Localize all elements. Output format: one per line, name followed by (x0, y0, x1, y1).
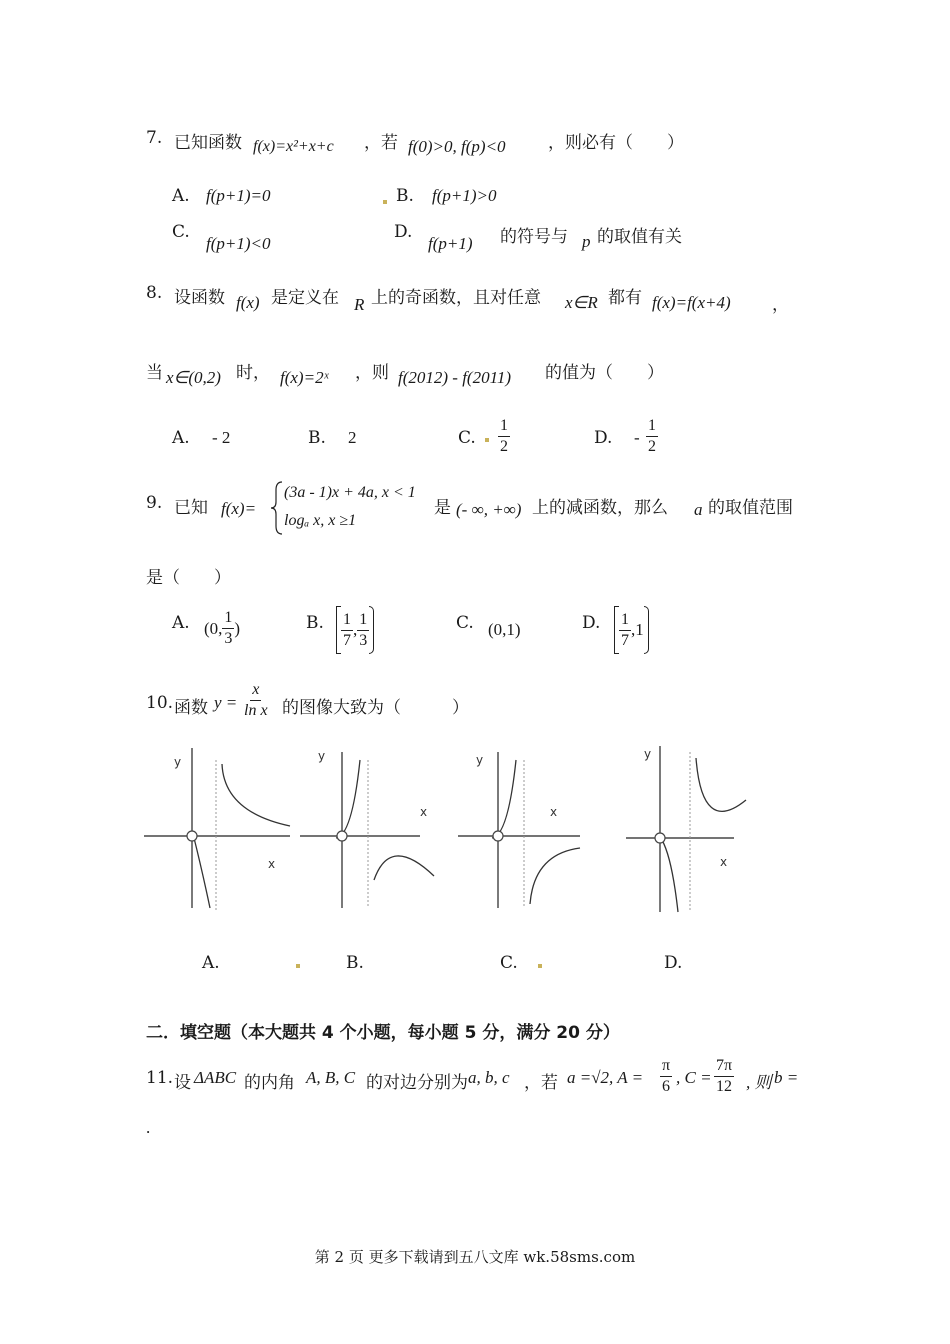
q9-text1: 已知 (174, 498, 208, 518)
q9-option-d (614, 606, 649, 654)
q9-option-a-num: 1 (222, 608, 234, 629)
q9-option-a-den: 3 (224, 630, 233, 647)
x-label: x (420, 805, 428, 819)
q9-option-b-num1: 1 (341, 610, 353, 631)
q7-option-c-label: C. (172, 222, 190, 242)
section-2-title: 二．填空题（本大题共 4 个小题，每小题 5 分，满分 20 分） (146, 1023, 620, 1043)
q8-option-c-den: 2 (500, 438, 508, 455)
q8-option-b-label: B. (308, 428, 326, 448)
q11-end: . (146, 1118, 151, 1137)
graph-d (622, 740, 757, 920)
right-paren (369, 606, 374, 654)
q11-A-den: 6 (662, 1078, 671, 1095)
curve-left (336, 760, 360, 838)
q9-option-a (204, 608, 240, 649)
q9-case2: logₐ x, x ≥1 (284, 512, 357, 529)
curve-right (222, 764, 290, 826)
q8-option-d-num: 1 (646, 416, 658, 437)
y-label: y (318, 749, 326, 763)
q8-x-in-R: x∈R (565, 293, 598, 312)
q7-option-a-label: A. (172, 186, 190, 206)
q9-option-b: $\frac{1}{7}$ , $\frac{1}{3}$ (336, 606, 374, 654)
q7-number: 7. (146, 128, 163, 148)
q8-interval: x∈(0,2) (166, 368, 221, 387)
q10-fraction (244, 680, 268, 721)
q9-domain: (- ∞, +∞) (456, 500, 522, 519)
q11-text1: 设 (174, 1073, 191, 1093)
hole-at-origin (493, 831, 503, 841)
q7-condition: f(0)>0, f(p)<0 (408, 137, 506, 156)
q9-text2: 是 (434, 498, 451, 518)
q11-triangle: ΔABC (194, 1068, 237, 1087)
q8-fx: f(x) (236, 293, 260, 312)
q8-number: 8. (146, 283, 163, 303)
q9-option-b-label: B. (306, 613, 324, 633)
q11-A-num: π (660, 1056, 672, 1077)
q7-option-d-tail1: 的符号与 (500, 227, 568, 247)
q11-C-den: 12 (716, 1078, 733, 1095)
q8-expression: f(2012) - f(2011) (398, 368, 511, 387)
q8-text4: 都有 (608, 288, 642, 308)
decorative-dot (538, 964, 542, 968)
graph-b (296, 740, 441, 915)
q11-angles: A, B, C (306, 1068, 356, 1087)
page-footer: 第 2 页 更多下载请到五八文库 wk.58sms.com (314, 1248, 636, 1266)
q7-intro: 已知函数 (174, 133, 242, 153)
q9-option-a-post: ) (234, 618, 241, 638)
curve-right (696, 758, 746, 811)
q7-option-d: f(p+1) (428, 234, 473, 253)
q8-option-a-label: A. (172, 428, 190, 448)
y-label: y (644, 747, 652, 761)
x-label: x (550, 805, 558, 819)
q8-text8: ，则 (355, 363, 389, 383)
curve-right (374, 856, 434, 880)
q9-number: 9. (146, 493, 163, 513)
q11-C-num: 7π (714, 1056, 734, 1077)
graph-b-label: B. (346, 953, 364, 973)
q9-option-b-den1: 7 (343, 631, 351, 649)
q8-option-c-num: 1 (498, 416, 510, 437)
q10-frac-den: ln x (244, 702, 268, 719)
q8-option-c (498, 416, 510, 457)
decorative-dot (485, 438, 489, 442)
q10-y: y = (214, 693, 238, 712)
q9-text4: 的取值范围 (708, 498, 793, 518)
q10-text2: 的图像大致为（ ） (282, 698, 469, 718)
q7-cond-pre: ，若 (364, 133, 398, 153)
q8-R: R (354, 295, 365, 314)
q9-option-d-num: 1 (619, 610, 631, 631)
q8-text1: 设函数 (174, 288, 225, 308)
q7-option-d-var: p (582, 232, 591, 251)
curve-right (530, 848, 580, 904)
q9-option-b-num2: 1 (357, 610, 369, 631)
q11-text4: ，若 (524, 1073, 558, 1093)
q9-option-c-label: C. (456, 613, 474, 633)
q8-text2: 是定义在 (271, 288, 339, 308)
q7-cond-post: ，则必有（ ） (548, 133, 684, 153)
q11-C-value (714, 1056, 734, 1097)
right-paren (644, 606, 649, 654)
q9-option-c: (0,1) (488, 620, 521, 639)
q7-option-c: f(p+1)<0 (206, 234, 271, 253)
q10-number: 10. (146, 693, 174, 713)
q9-option-b-den2: 3 (359, 631, 368, 649)
graph-a (140, 740, 295, 915)
q10-text1: 函数 (174, 698, 208, 718)
q8-text6: 当 (146, 363, 163, 383)
q11-a-eq: a =√2, A = (567, 1068, 644, 1087)
q8-periodicity: f(x)=f(x+4) (652, 293, 731, 312)
graph-c-label: C. (500, 953, 518, 973)
graph-c (454, 740, 589, 915)
q9-fx: f(x)= (221, 499, 257, 518)
q11-sides: a, b, c (468, 1068, 510, 1087)
q7-option-d-tail2: 的取值有关 (597, 227, 682, 247)
q8-option-d (646, 416, 658, 457)
q9-option-a-label: A. (172, 613, 190, 633)
q10-frac-num: x (250, 680, 261, 701)
q9-option-d-den: 7 (621, 631, 629, 649)
q9-option-a-pre: (0, (204, 618, 223, 638)
q11-A-value (660, 1056, 672, 1097)
q8-text5: ， (772, 295, 789, 315)
q11-text2: 的内角 (244, 1073, 295, 1093)
q9-text3: 上的减函数，那么 (532, 498, 668, 518)
x-label: x (720, 855, 728, 869)
q9-brace (270, 480, 284, 536)
q8-option-d-sign: - (634, 428, 640, 447)
q7-option-b: f(p+1)>0 (432, 186, 497, 205)
curve-left (492, 760, 516, 838)
q7-option-a: f(p+1)=0 (206, 186, 271, 205)
q9-a: a (694, 500, 703, 519)
graph-a-label: A. (202, 953, 220, 973)
q8-text9: 的值为（ ） (545, 363, 664, 383)
x-label: x (268, 857, 276, 871)
hole-at-origin (187, 831, 197, 841)
q8-option-c-label: C. (458, 428, 476, 448)
q11-text3: 的对边分别为 (366, 1073, 468, 1093)
q7-option-d-label: D. (394, 222, 413, 242)
q8-option-d-label: D. (594, 428, 613, 448)
q7-option-b-label: B. (396, 186, 414, 206)
q8-option-d-den: 2 (648, 438, 656, 455)
decorative-dot (296, 964, 300, 968)
graph-d-label: D. (664, 953, 683, 973)
hole-at-origin (337, 831, 347, 841)
decorative-dot (383, 200, 387, 204)
q9-option-d-tail: ,1 (631, 620, 644, 639)
curve-left (194, 838, 210, 908)
q9-case1: (3a - 1)x + 4a, x < 1 (284, 484, 416, 501)
q11-C-eq: , C = (676, 1068, 712, 1087)
q8-text7: 时， (236, 363, 270, 383)
q8-definition: f(x)=2ˣ (280, 368, 329, 387)
q8-option-b: 2 (348, 428, 357, 447)
curve-left (662, 840, 678, 912)
q11-b-eq: b = (774, 1068, 799, 1087)
q9-text5: 是（ ） (146, 568, 231, 588)
q9-option-d-label: D. (582, 613, 601, 633)
q8-text3: 上的奇函数，且对任意 (371, 288, 541, 308)
y-label: y (476, 753, 484, 767)
y-label: y (174, 755, 182, 769)
q7-function: f(x)=x²+x+c (253, 138, 334, 155)
q8-option-a: - 2 (212, 428, 231, 447)
q11-text5: , 则 (746, 1073, 772, 1092)
hole-at-origin (655, 833, 665, 843)
q11-number: 11. (146, 1068, 174, 1088)
